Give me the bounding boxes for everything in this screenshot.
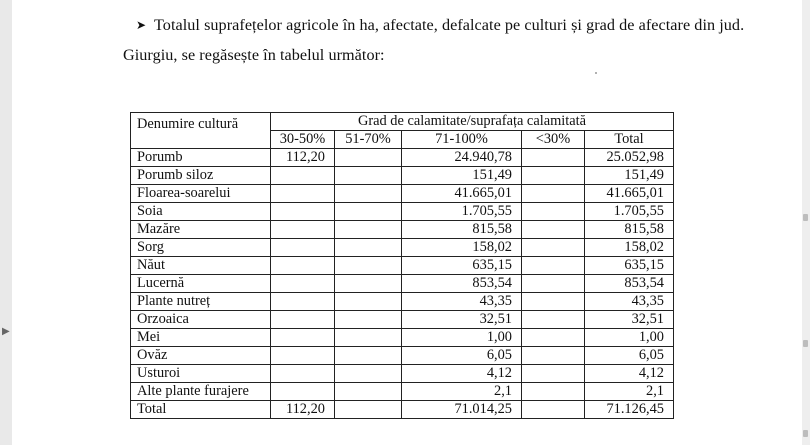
value-51-70-cell <box>335 293 402 311</box>
value-total-cell: 25.052,98 <box>585 149 674 167</box>
value-total-cell: 6,05 <box>585 347 674 365</box>
crop-name-cell: Porumb <box>131 149 271 167</box>
value-51-70-cell <box>335 257 402 275</box>
scroll-marker <box>803 214 808 221</box>
value-51-70-cell <box>335 167 402 185</box>
crop-name-cell: Total <box>131 401 271 419</box>
col-header-under-30: <30% <box>522 131 585 149</box>
value-71-100-cell: 2,1 <box>402 383 522 401</box>
calamity-table <box>130 112 674 419</box>
crop-name-cell: Porumb siloz <box>131 167 271 185</box>
value-30-50-cell: 112,20 <box>271 149 335 167</box>
value-30-50-cell <box>271 167 335 185</box>
col-header-30-50: 30-50% <box>271 131 335 149</box>
table-row <box>131 221 674 239</box>
value-total-cell: 151,49 <box>585 167 674 185</box>
value-51-70-cell <box>335 329 402 347</box>
value-30-50-cell: 112,20 <box>271 401 335 419</box>
value-under-30-cell <box>522 257 585 275</box>
value-total-cell: 158,02 <box>585 239 674 257</box>
value-30-50-cell <box>271 257 335 275</box>
intro-line-2: Giurgiu, se regăsește în tabelul următor: <box>123 46 385 64</box>
value-71-100-cell: 158,02 <box>402 239 522 257</box>
value-total-cell: 32,51 <box>585 311 674 329</box>
table-row <box>131 239 674 257</box>
value-30-50-cell <box>271 365 335 383</box>
table-row <box>131 203 674 221</box>
value-30-50-cell <box>271 221 335 239</box>
value-30-50-cell <box>271 347 335 365</box>
value-30-50-cell <box>271 311 335 329</box>
crop-name-cell: Năut <box>131 257 271 275</box>
table-row <box>131 329 674 347</box>
table-row <box>131 347 674 365</box>
table-row <box>131 149 674 167</box>
value-71-100-cell: 24.940,78 <box>402 149 522 167</box>
table-row <box>131 383 674 401</box>
value-71-100-cell: 41.665,01 <box>402 185 522 203</box>
value-under-30-cell <box>522 365 585 383</box>
value-under-30-cell <box>522 293 585 311</box>
value-total-cell: 41.665,01 <box>585 185 674 203</box>
crop-name-cell: Plante nutreț <box>131 293 271 311</box>
vertical-scrollbar[interactable] <box>802 0 810 445</box>
value-total-cell: 815,58 <box>585 221 674 239</box>
value-51-70-cell <box>335 311 402 329</box>
table-row <box>131 275 674 293</box>
value-51-70-cell <box>335 239 402 257</box>
group-header-calamity-degree: Grad de calamitate/suprafața calamitată <box>271 113 674 131</box>
value-total-cell: 635,15 <box>585 257 674 275</box>
value-71-100-cell: 71.014,25 <box>402 401 522 419</box>
col-header-71-100: 71-100% <box>402 131 522 149</box>
bullet-arrow-icon: ➤ <box>136 18 147 32</box>
value-71-100-cell: 32,51 <box>402 311 522 329</box>
value-under-30-cell <box>522 149 585 167</box>
table-total-row <box>131 401 674 419</box>
value-total-cell: 1.705,55 <box>585 203 674 221</box>
value-under-30-cell <box>522 239 585 257</box>
value-under-30-cell <box>522 311 585 329</box>
crop-name-cell: Lucernă <box>131 275 271 293</box>
value-51-70-cell <box>335 383 402 401</box>
value-under-30-cell <box>522 329 585 347</box>
crop-name-cell: Ovăz <box>131 347 271 365</box>
crop-name-cell: Mei <box>131 329 271 347</box>
value-under-30-cell <box>522 167 585 185</box>
value-30-50-cell <box>271 329 335 347</box>
value-30-50-cell <box>271 293 335 311</box>
value-51-70-cell <box>335 347 402 365</box>
intro-line-1: Totalul suprafețelor agricole în ha, afectate, defalcate pe culturi și grad de afectare din jud. <box>154 16 745 34</box>
table-row <box>131 185 674 203</box>
col-header-total: Total <box>585 131 674 149</box>
value-under-30-cell <box>522 383 585 401</box>
value-71-100-cell: 815,58 <box>402 221 522 239</box>
value-under-30-cell <box>522 185 585 203</box>
row-header-crop-name: Denumire cultură <box>131 113 271 149</box>
value-30-50-cell <box>271 239 335 257</box>
col-header-51-70: 51-70% <box>335 131 402 149</box>
value-71-100-cell: 4,12 <box>402 365 522 383</box>
scan-speck <box>595 72 597 74</box>
crop-name-cell: Orzoaica <box>131 311 271 329</box>
value-51-70-cell <box>335 185 402 203</box>
value-71-100-cell: 6,05 <box>402 347 522 365</box>
value-under-30-cell <box>522 347 585 365</box>
table-row <box>131 311 674 329</box>
value-under-30-cell <box>522 221 585 239</box>
value-51-70-cell <box>335 149 402 167</box>
value-under-30-cell <box>522 203 585 221</box>
scroll-marker <box>803 340 808 347</box>
scroll-marker <box>803 430 808 437</box>
crop-name-cell: Mazăre <box>131 221 271 239</box>
value-51-70-cell <box>335 401 402 419</box>
value-51-70-cell <box>335 203 402 221</box>
value-total-cell: 2,1 <box>585 383 674 401</box>
value-30-50-cell <box>271 275 335 293</box>
value-71-100-cell: 1.705,55 <box>402 203 522 221</box>
table-row <box>131 365 674 383</box>
crop-name-cell: Sorg <box>131 239 271 257</box>
value-71-100-cell: 853,54 <box>402 275 522 293</box>
value-under-30-cell <box>522 401 585 419</box>
value-30-50-cell <box>271 185 335 203</box>
crop-name-cell: Usturoi <box>131 365 271 383</box>
value-30-50-cell <box>271 203 335 221</box>
value-total-cell: 43,35 <box>585 293 674 311</box>
value-total-cell: 4,12 <box>585 365 674 383</box>
value-30-50-cell <box>271 383 335 401</box>
crop-name-cell: Alte plante furajere <box>131 383 271 401</box>
crop-name-cell: Soia <box>131 203 271 221</box>
value-51-70-cell <box>335 275 402 293</box>
value-51-70-cell <box>335 221 402 239</box>
value-71-100-cell: 635,15 <box>402 257 522 275</box>
value-71-100-cell: 151,49 <box>402 167 522 185</box>
page-nav-arrow-icon[interactable]: ▶ <box>2 326 10 337</box>
table-row <box>131 293 674 311</box>
value-total-cell: 1,00 <box>585 329 674 347</box>
value-total-cell: 853,54 <box>585 275 674 293</box>
value-under-30-cell <box>522 275 585 293</box>
value-total-cell: 71.126,45 <box>585 401 674 419</box>
crop-name-cell: Floarea-soarelui <box>131 185 271 203</box>
value-51-70-cell <box>335 365 402 383</box>
value-71-100-cell: 43,35 <box>402 293 522 311</box>
value-71-100-cell: 1,00 <box>402 329 522 347</box>
table-row <box>131 257 674 275</box>
table-row <box>131 167 674 185</box>
